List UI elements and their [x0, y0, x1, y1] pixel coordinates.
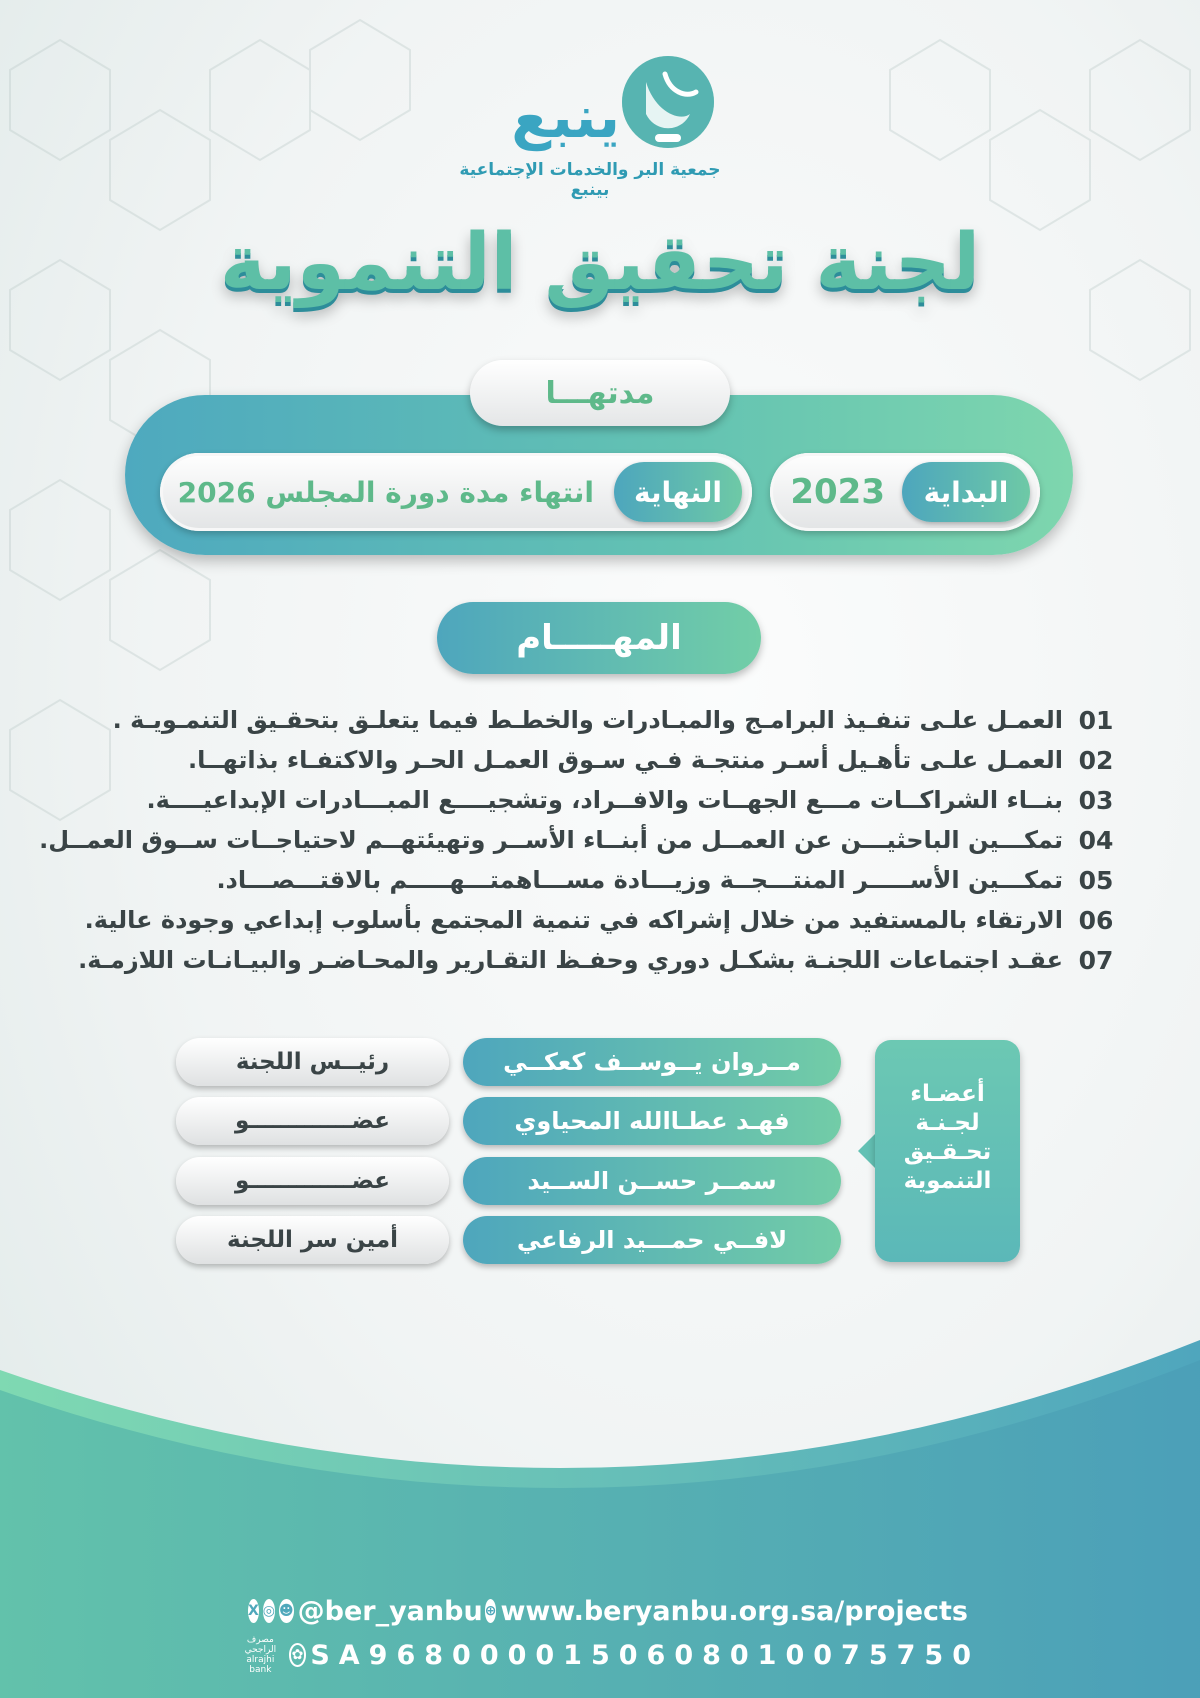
task-text: بنــاء الشراكــات مـــع الجهــات والافــراد، وتشجيــــع المبـــادرات الإبداعيــــة.: [146, 786, 1063, 814]
snapchat-icon[interactable]: ☻: [279, 1599, 294, 1623]
task-number: 05: [1078, 865, 1114, 895]
duration-heading: مدتهـــا: [470, 360, 730, 426]
members-label: أعضـاء لجـنـة تحـقـيق التنموية: [903, 1081, 992, 1194]
iban-number: SA9680000150608010075750: [310, 1639, 980, 1671]
task-number: 03: [1078, 785, 1114, 815]
task-item: [39, 820, 1115, 860]
task-item: [85, 740, 1115, 780]
member-role: رئيــس اللجنة: [176, 1038, 449, 1086]
task-text: الارتقاء بالمستفيد من خلال إشراكه في تنمية المجتمع بأسلوب إبداعي وجودة عالية.: [84, 906, 1063, 934]
end-value: انتهاء مدة دورة المجلس 2026: [177, 475, 594, 509]
member-role: أمين سر اللجنة: [176, 1216, 449, 1264]
task-text: العمـل علـى تأهـيل أسـر منتجـة فـي سـوق العمـل الحـر والاكتفـاء بذاتهــا.: [188, 746, 1063, 774]
footer-contact: [248, 1590, 968, 1632]
page-title: لجنة تحقيق التنموية: [219, 218, 981, 308]
task-number: 04: [1078, 825, 1114, 855]
task-item: [85, 700, 1115, 740]
website-link[interactable]: www.beryanbu.org.sa/projects: [500, 1595, 968, 1627]
logo-subtitle: جمعية البر والخدمات الإجتماعية بينبع: [459, 160, 721, 200]
member-role: عضـــــــــــــو: [176, 1097, 449, 1145]
task-number: 07: [1078, 945, 1114, 975]
x-icon[interactable]: X: [248, 1599, 259, 1623]
footer-bank: [240, 1634, 980, 1676]
bank-icon: ✿: [289, 1643, 307, 1667]
task-item: [85, 860, 1115, 900]
tasks-heading: المهـــــام: [437, 602, 761, 674]
task-text: تمكـــين الأســـــر المنتـــجــة وزيـــادة مســـاهمتـــهـــــم بالاقتـــصـــاد.: [216, 866, 1063, 894]
task-number: 01: [1078, 705, 1114, 735]
start-value: 2023: [790, 472, 885, 512]
end-label: النهاية: [614, 462, 742, 522]
task-text: العمـل علـى تنفـيذ البرامـج والمبـادرات والخطـط فيما يتعلـق بتحقـيق التنمـويـة .: [112, 706, 1063, 734]
task-item: [85, 780, 1115, 820]
end-pill: [160, 453, 752, 531]
task-item: [78, 940, 1115, 980]
task-text: تمكـــين الباحثيـــن عن العمــل من أبنــاء الأســر وتهيئتهــم لاحتياجــات ســوق العمــل.: [39, 826, 1063, 854]
task-number: 06: [1078, 905, 1114, 935]
member-name: مــروان يــوســف كعكــي: [463, 1038, 841, 1086]
members-pointer: [858, 1133, 876, 1169]
web-icon: ⊕: [485, 1599, 497, 1623]
task-text: عقـد اجتماعات اللجنـة بشكـل دوري وحفـظ التقـارير والمحـاضـر والبيـانـات اللازمـة.: [78, 946, 1063, 974]
start-label: البداية: [902, 462, 1030, 522]
social-handle[interactable]: @ber_yanbu: [297, 1595, 483, 1627]
task-number: 02: [1078, 745, 1114, 775]
task-item: [85, 900, 1115, 940]
member-name: لافــي حمـــيد الرفاعي: [463, 1216, 841, 1264]
svg-text:ينبع: ينبع: [511, 83, 620, 151]
bank-logo: [240, 1635, 281, 1675]
start-pill: [770, 453, 1040, 531]
member-name: سمــر حســن الســيد: [463, 1157, 841, 1205]
member-name: فهـد عطـاالله المحياوي: [463, 1097, 841, 1145]
bank-name-ar: مصرف الراجحي: [244, 1635, 277, 1655]
tasks-list: [39, 700, 1115, 980]
instagram-icon[interactable]: ◎: [263, 1599, 275, 1623]
member-role: عضـــــــــــــو: [176, 1157, 449, 1205]
bank-name-en: alrajhi bank: [246, 1655, 275, 1675]
